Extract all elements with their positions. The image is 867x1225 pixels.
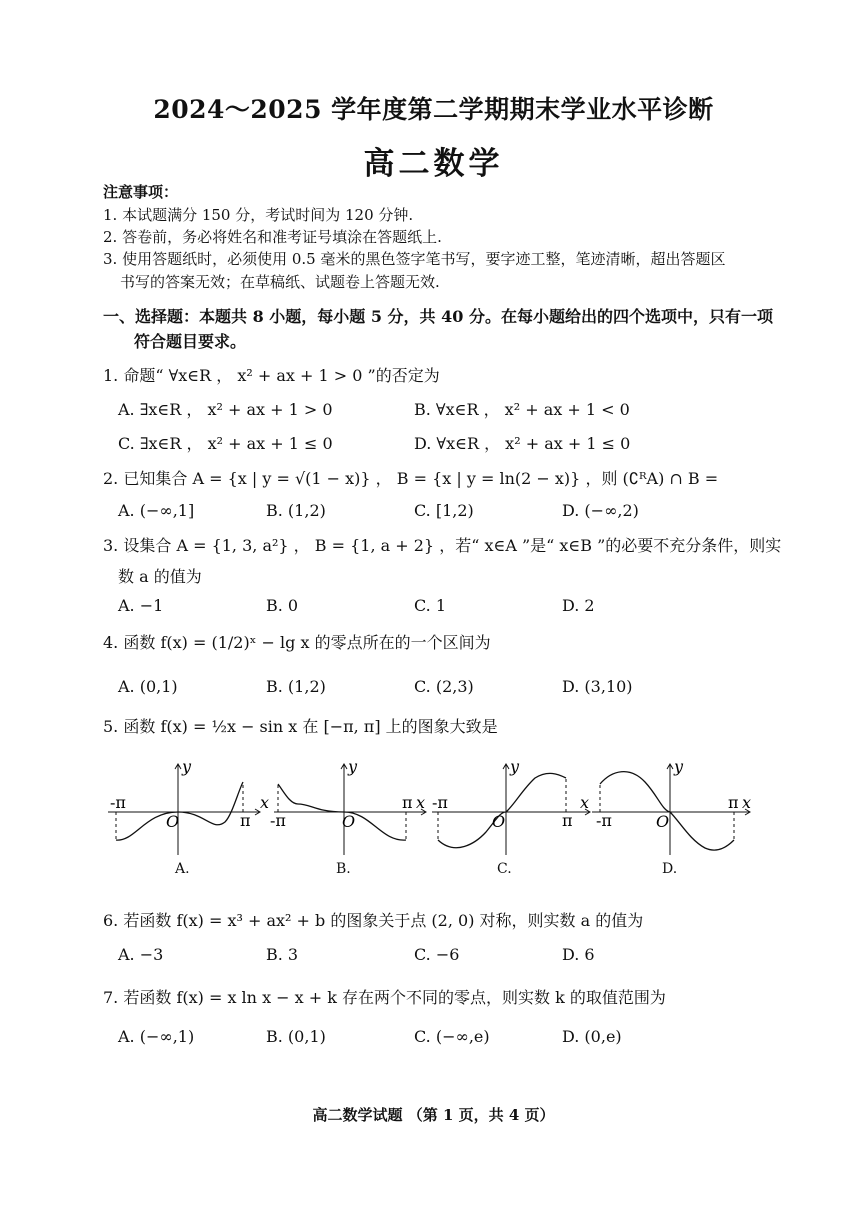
graph-a-neg-pi: -π — [110, 793, 126, 812]
graph-d-label: D. — [662, 861, 678, 877]
graph-b-x-label: x — [416, 793, 426, 812]
q2-option-d: D. (−∞,2) — [562, 501, 639, 520]
q1-option-c: C. ∃x∈R ， x² + ax + 1 ≤ 0 — [118, 434, 333, 453]
q1-option-d: D. ∀x∈R ， x² + ax + 1 ≤ 0 — [414, 434, 631, 453]
graph-c-x-label: x — [580, 793, 590, 812]
graph-d-pi: π — [728, 793, 739, 812]
question-3-stem-cont: 数 a 的值为 — [118, 567, 202, 586]
graph-d — [590, 757, 760, 860]
graph-a-y-label: y — [182, 757, 192, 776]
graph-d-origin: O — [656, 812, 670, 831]
question-6-stem: 6. 若函数 f(x) = x³ + ax² + b 的图象关于点 (2, 0) 对称，则实数 a 的值为 — [103, 911, 644, 930]
q7-option-a: A. (−∞,1) — [118, 1027, 195, 1046]
graph-c-pi: π — [562, 811, 573, 830]
graph-a-origin: O — [166, 812, 180, 831]
q6-option-c: C. −6 — [414, 945, 460, 964]
exam-title: 2024～2025 学年度第二学期期末学业水平诊断 — [153, 95, 714, 124]
q6-option-d: D. 6 — [562, 945, 595, 964]
q1-option-a: A. ∃x∈R ， x² + ax + 1 > 0 — [118, 400, 333, 419]
graph-d-y-label: y — [674, 757, 684, 776]
graph-c — [430, 757, 600, 860]
q3-option-d: D. 2 — [562, 596, 595, 615]
q2-option-a: A. (−∞,1] — [118, 501, 195, 520]
graph-a-pi: π — [240, 811, 251, 830]
page-footer: 高二数学试题 （第 1 页，共 4 页） — [312, 1106, 555, 1124]
question-5-stem: 5. 函数 f(x) = ½x − sin x 在 [−π, π] 上的图象大致是 — [103, 717, 498, 736]
q7-option-c: C. (−∞,e) — [414, 1027, 490, 1046]
note-item: 1. 本试题满分 150 分，考试时间为 120 分钟. — [103, 206, 414, 224]
q2-option-b: B. (1,2) — [266, 501, 326, 520]
q6-option-a: A. −3 — [118, 945, 164, 964]
graph-c-y-label: y — [510, 757, 520, 776]
note-item: 书写的答案无效；在草稿纸、试题卷上答题无效. — [120, 273, 440, 291]
q7-option-d: D. (0,e) — [562, 1027, 622, 1046]
q4-option-d: D. (3,10) — [562, 677, 633, 696]
q4-option-b: B. (1,2) — [266, 677, 326, 696]
graph-c-neg-pi: -π — [432, 793, 448, 812]
note-item: 2. 答卷前，务必将姓名和准考证号填涂在答题纸上. — [103, 228, 442, 246]
graph-a-x-label: x — [260, 793, 270, 812]
q3-option-c: C. 1 — [414, 596, 447, 615]
graph-a — [100, 757, 270, 860]
question-2-stem: 2. 已知集合 A = {x | y = √(1 − x)} ， B = {x | y = ln(2 − x)} ，则 (∁ᴿA) ∩ B = — [103, 469, 719, 488]
question-1-stem: 1. 命题“ ∀x∈R ， x² + ax + 1 > 0 ”的否定为 — [103, 366, 440, 385]
graph-b-neg-pi: -π — [270, 811, 286, 830]
graph-d-neg-pi: -π — [596, 811, 612, 830]
section-heading: 一、选择题：本题共 8 小题，每小题 5 分，共 40 分。在每小题给出的四个选项中，只有一项 — [103, 307, 773, 326]
graph-d-x-label: x — [742, 793, 752, 812]
graph-c-label: C. — [497, 861, 512, 877]
graph-b — [266, 757, 436, 860]
graph-b-label: B. — [336, 861, 351, 877]
graph-a-label: A. — [175, 861, 190, 877]
question-3-stem: 3. 设集合 A = {1, 3, a²} ， B = {1, a + 2} ，若“ x∈A ”是“ x∈B ”的必要不充分条件，则实 — [103, 536, 782, 555]
q1-option-b: B. ∀x∈R ， x² + ax + 1 < 0 — [414, 400, 630, 419]
graph-b-pi: π — [402, 793, 413, 812]
notes-heading: 注意事项： — [103, 183, 179, 201]
graph-c-origin: O — [492, 812, 506, 831]
subject-title: 高二数学 — [363, 146, 504, 182]
q3-option-a: A. −1 — [118, 596, 164, 615]
q3-option-b: B. 0 — [266, 596, 299, 615]
q4-option-c: C. (2,3) — [414, 677, 474, 696]
note-item: 3. 使用答题纸时，必须使用 0.5 毫米的黑色签字笔书写，要字迹工整，笔迹清晰，超出答题区 — [103, 250, 726, 268]
question-7-stem: 7. 若函数 f(x) = x ln x − x + k 存在两个不同的零点，则实数 k 的取值范围为 — [103, 988, 666, 1007]
q7-option-b: B. (0,1) — [266, 1027, 326, 1046]
q2-option-c: C. [1,2) — [414, 501, 474, 520]
q4-option-a: A. (0,1) — [118, 677, 178, 696]
q6-option-b: B. 3 — [266, 945, 299, 964]
graph-b-origin: O — [342, 812, 356, 831]
section-heading-cont: 符合题目要求。 — [134, 332, 247, 351]
question-4-stem: 4. 函数 f(x) = (1/2)ˣ − lg x 的零点所在的一个区间为 — [103, 633, 491, 652]
graph-b-y-label: y — [348, 757, 358, 776]
